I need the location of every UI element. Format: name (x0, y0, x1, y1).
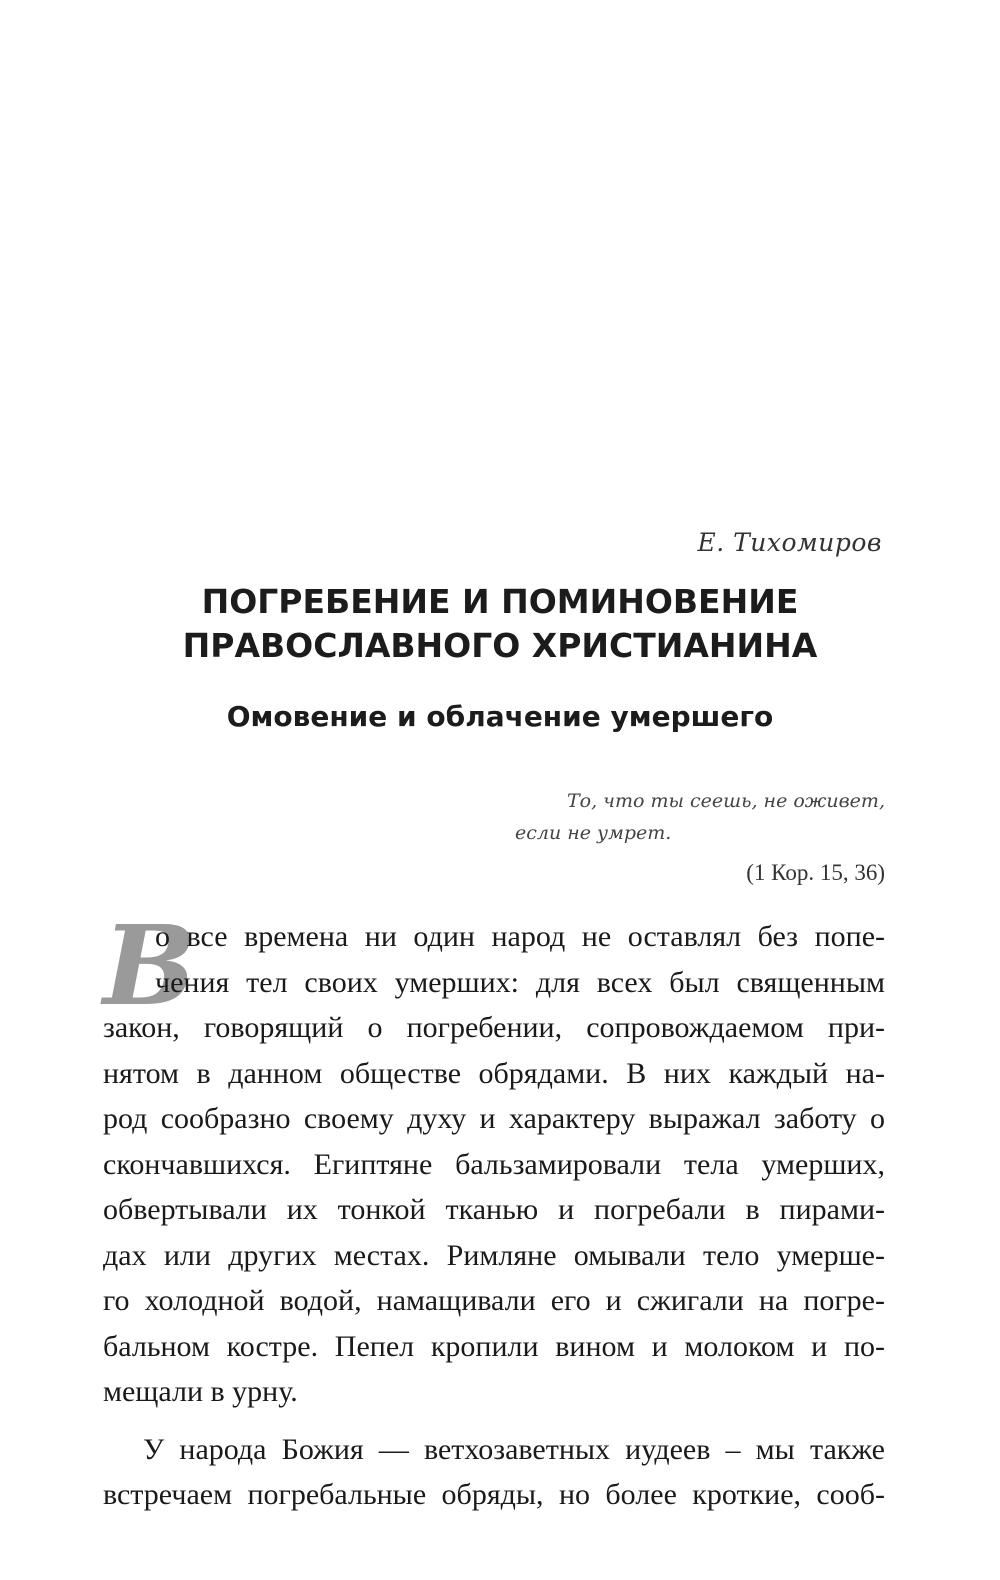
text-line: скончавшихся. Египтяне бальзамировали тела умерших, (103, 1147, 885, 1181)
drop-cap: В (103, 901, 196, 1030)
paragraph-1 (103, 901, 885, 1415)
chapter-title (0, 580, 1000, 668)
text-line: бальном костре. Пепел кропили вином и молоком и по- (103, 1329, 885, 1363)
epigraph-line-2: если не умрет. (515, 822, 672, 844)
text-line: род сообразно своему духу и характеру выражал заботу о (103, 1102, 885, 1135)
text-line: закон, говорящий о погребении, сопровождаемом при- (103, 1011, 885, 1044)
author-name: Е. Тихомиров (697, 528, 882, 557)
epigraph-line-1: То, что ты сеешь, не оживет, (566, 790, 885, 812)
section-title: Омовение и облачение умершего (226, 700, 774, 733)
chapter-title-line-1: ПОГРЕБЕНИЕ И ПОМИНОВЕНИЕ (201, 582, 799, 621)
text-line: обвертывали их тонкой тканью и погребали в пирами- (103, 1193, 885, 1226)
text-line: дах или других местах. Римляне омывали тело умерше- (103, 1238, 885, 1272)
text-line: чения тел своих умерших: для всех был священным (155, 965, 885, 999)
text-line: мещали в урну. (103, 1375, 298, 1408)
text-line: У народа Божия — ветхозаветных иудеев – мы также (143, 1432, 885, 1466)
text-line: го холодной водой, намащивали его и сжигали на погре- (103, 1284, 885, 1317)
text-line: встречаем погребальные обряды, но более кроткие, сооб- (103, 1478, 885, 1511)
text-line: о все времена ни один народ не оставлял без попе- (155, 920, 885, 953)
chapter-title-line-2: ПРАВОСЛАВНОГО ХРИСТИАНИНА (182, 626, 818, 665)
epigraph (485, 785, 885, 849)
body-text (103, 901, 885, 1518)
paragraph-2 (103, 1427, 885, 1518)
text-line: нятом в данном обществе обрядами. В них каждый на- (103, 1056, 885, 1090)
epigraph-source: (1 Кор. 15, 36) (746, 860, 885, 885)
